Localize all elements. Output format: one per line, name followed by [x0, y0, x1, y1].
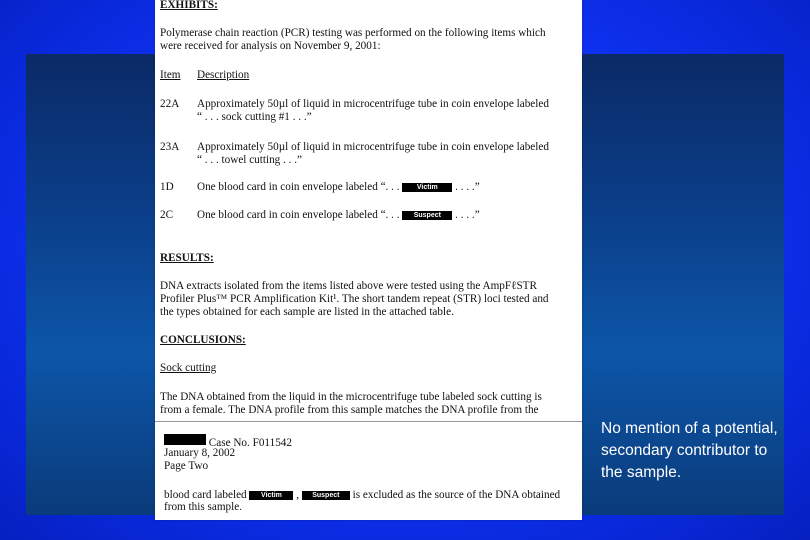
item-description-line-2: “ . . . towel cutting . . .”	[197, 154, 303, 166]
lab-report-document	[155, 0, 582, 520]
item-description	[197, 181, 480, 194]
item-id: 2C	[160, 209, 174, 221]
page-break-divider	[155, 421, 582, 422]
conclusion-text-line-2: from a female. The DNA profile from this sample matches the DNA profile from the	[160, 404, 539, 416]
item-description-line-2: “ . . . sock cutting #1 . . .”	[197, 111, 312, 123]
redaction-victim: Victim	[402, 183, 452, 192]
item-description-prefix: One blood card in coin envelope labeled “. . .	[197, 181, 400, 193]
item-description	[197, 209, 480, 222]
item-description-suffix: . . . .”	[455, 181, 480, 193]
report-date: January 8, 2002	[164, 447, 236, 459]
column-header-description: Description	[197, 69, 250, 81]
conclusions-heading: CONCLUSIONS:	[160, 334, 246, 346]
continuation-prefix: blood card labeled	[164, 489, 247, 501]
results-text-line-3: the types obtained for each sample are listed in the attached table.	[160, 306, 454, 318]
case-number: Case No. F011542	[208, 437, 292, 449]
item-id: 22A	[160, 98, 180, 110]
column-header-item: Item	[160, 69, 181, 81]
continuation-suffix: is excluded as the source of the DNA obtained	[352, 489, 561, 501]
item-id: 1D	[160, 181, 174, 193]
results-text-line-2: Profiler Plus™ PCR Amplification Kit¹. The short tandem repeat (STR) loci tested and	[160, 293, 549, 305]
redaction-block	[164, 434, 206, 445]
redaction-suspect: Suspect	[302, 491, 350, 500]
redaction-suspect: Suspect	[402, 211, 452, 220]
sock-cutting-subheading: Sock cutting	[160, 362, 217, 374]
item-description-line-1: Approximately 50µl of liquid in microcentrifuge tube in coin envelope labeled	[197, 141, 549, 153]
item-id: 23A	[160, 141, 180, 153]
intro-text-line-1: Polymerase chain reaction (PCR) testing was performed on the following items which	[160, 27, 546, 39]
redaction-victim: Victim	[249, 491, 293, 500]
item-description-suffix: . . . .”	[455, 209, 480, 221]
results-heading: RESULTS:	[160, 252, 214, 264]
slide-caption: No mention of a potential, secondary contributor to the sample.	[601, 420, 778, 481]
continuation-text-line-2: from this sample.	[164, 501, 242, 513]
item-description-prefix: One blood card in coin envelope labeled “. . .	[197, 209, 400, 221]
conclusion-text-line-1: The DNA obtained from the liquid in the microcentrifuge tube labeled sock cutting is	[160, 391, 542, 403]
comma: ,	[296, 489, 300, 501]
intro-text-line-2: were received for analysis on November 9, 2001:	[160, 40, 381, 52]
results-text-line-1: DNA extracts isolated from the items listed above were tested using the AmpFℓSTR	[160, 280, 537, 292]
exhibits-heading: EXHIBITS:	[160, 0, 218, 11]
page-number: Page Two	[164, 460, 209, 472]
item-description-line-1: Approximately 50µl of liquid in microcentrifuge tube in coin envelope labeled	[197, 98, 549, 110]
